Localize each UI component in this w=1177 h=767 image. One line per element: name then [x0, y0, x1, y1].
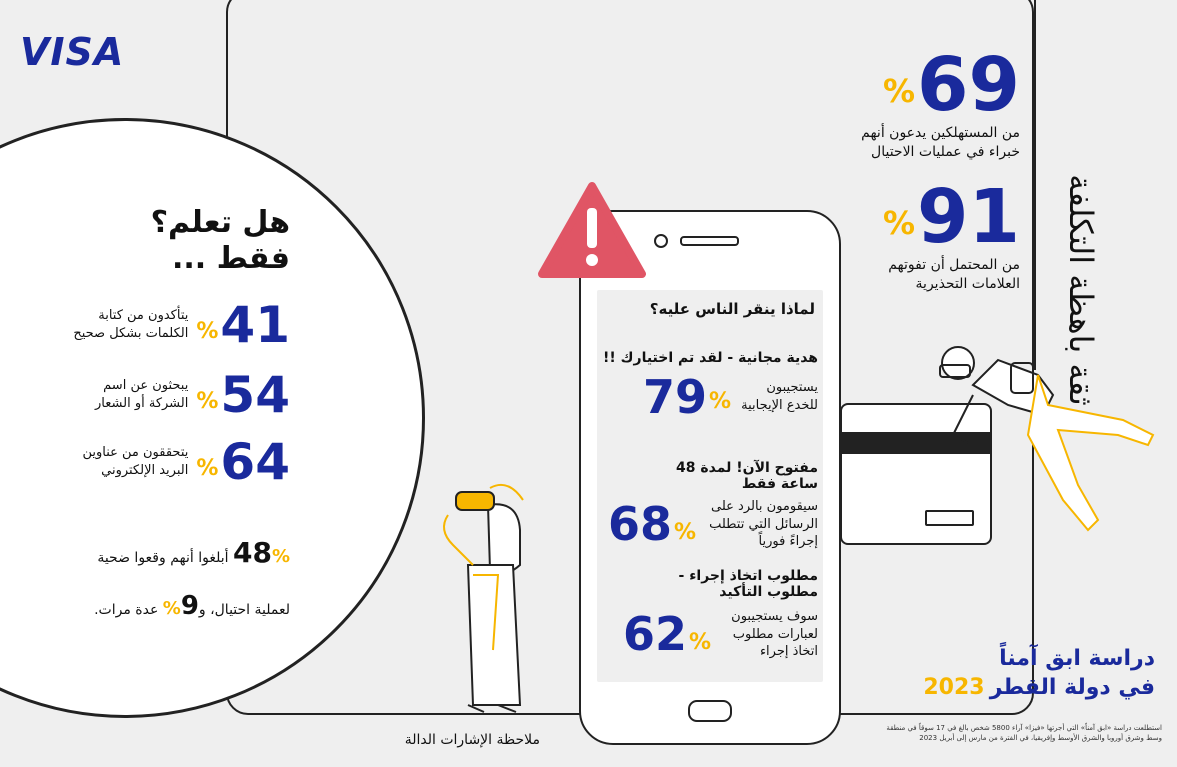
stat-value: 69 [917, 42, 1020, 128]
circle-title-line2: فقط ... [172, 241, 290, 276]
study-year: 2023 [923, 674, 985, 700]
percent-sign: % [688, 629, 711, 655]
phone-home-button [688, 700, 732, 722]
stat-text: يتحققون من عناوين البريد الإلكتروني [82, 445, 189, 478]
circle-title-line1: هل تعلم؟ [150, 205, 290, 240]
circle-title [120, 205, 290, 277]
item-text: سوف يستجيبون لعبارات مطلوب اتخاذ إجراء [731, 609, 818, 660]
victims-text-1: أبلغوا أنهم وقعوا ضحية [97, 550, 229, 566]
percent-sign: % [196, 319, 219, 344]
visa-logo: VISA [20, 30, 125, 74]
victims-value-2: 9 [180, 590, 199, 621]
stat-value: 91 [917, 174, 1020, 260]
study-footnote: استطلعت دراسة «ابق آمناً» التي أجرتها «فيزا» آراء 5800 شخص بالغ في 17 سوقاً في منطقة وسط وشرق أوروبا والشرق الأوسط وإفريقيا، في الفترة من مارس إلى أبريل 2023 [886, 724, 1162, 742]
stat-value: 64 [220, 433, 290, 491]
item-value: 68 [607, 497, 672, 552]
phone-item-1 [600, 350, 818, 424]
phone-item-3 [600, 568, 818, 661]
percent-sign: % [882, 204, 916, 242]
item-text: يستجيبون للخدع الإيجابية [741, 380, 818, 413]
phone-heading: لماذا ينقر الناس عليه؟ [649, 300, 815, 318]
item-title: هدية مجانية - لقد تم اختيارك !! [603, 350, 818, 366]
victims-note [60, 522, 290, 635]
victims-value-1: 48 [232, 536, 272, 569]
stat-text: يتأكدون من كتابة الكلمات بشكل صحيح [73, 308, 189, 341]
circle-stat-41 [40, 296, 290, 354]
study-title-line2: في دولة القطر [989, 674, 1155, 700]
stat-value: 54 [220, 366, 290, 424]
vertical-title: ثقة باهظة التكلفة [1062, 174, 1100, 406]
percent-sign: % [708, 389, 731, 414]
man-with-binoculars-illustration [428, 470, 538, 720]
victims-text-3: عدة مرات. [94, 601, 159, 618]
phone-camera [654, 234, 668, 248]
percent-sign: % [271, 546, 290, 567]
stat-text: يبحثون عن اسم الشركة أو الشعار [95, 378, 189, 411]
percent-sign: % [673, 519, 696, 545]
illustration-caption: ملاحظة الإشارات الدالة [404, 732, 540, 748]
item-value: 62 [622, 607, 687, 662]
circle-stat-54 [40, 366, 290, 424]
stat-text: من المستهلكين يدعون أنهم خبراء في عمليات الاحتيال [861, 125, 1020, 160]
percent-sign: % [196, 389, 219, 414]
stat-value: 41 [220, 296, 290, 354]
item-title: مفتوح الآن! لمدة 48 ساعة فقط [676, 460, 818, 492]
top-stat-91 [820, 174, 1020, 294]
victims-text-2: لعملية احتيال، و [198, 601, 290, 618]
study-title-line1: دراسة ابق آمناً [999, 646, 1155, 671]
falling-man-illustration [928, 335, 1163, 545]
phone-item-2 [600, 460, 818, 551]
percent-sign: % [162, 597, 181, 619]
percent-sign: % [196, 456, 219, 481]
divider-line [1034, 0, 1036, 370]
item-title: مطلوب اتخاذ إجراء - مطلوب التأكيد [678, 568, 818, 600]
item-text: سيقومون بالرد على الرسائل التي تتطلب إجراءً فورياً [709, 499, 818, 550]
top-stat-69 [820, 42, 1020, 162]
circle-stat-64 [40, 433, 290, 491]
stat-text: من المحتمل أن تفوتهم العلامات التحذيرية [888, 257, 1020, 292]
study-title [880, 645, 1155, 702]
item-value: 79 [642, 370, 707, 424]
percent-sign: % [882, 72, 916, 110]
warning-icon [536, 180, 648, 280]
phone-speaker [680, 236, 739, 246]
